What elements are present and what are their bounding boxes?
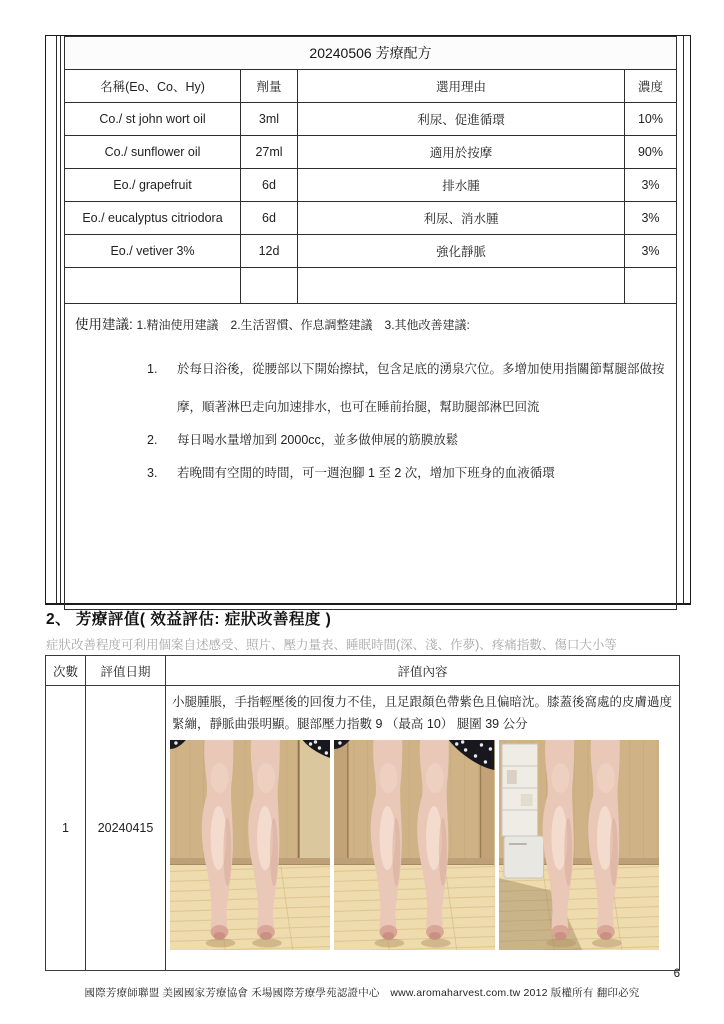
formula-header-row <box>65 70 677 103</box>
formula-row <box>65 202 677 235</box>
formula-cell: 強化靜脈 <box>298 235 625 268</box>
col-header-date: 評值日期 <box>86 656 166 686</box>
formula-table-title: 20240506 芳療配方 <box>65 37 677 70</box>
formula-cell: Co./ sunflower oil <box>65 136 241 169</box>
frame-left-line-1 <box>56 36 57 603</box>
photo-calves-back-left-angle <box>170 740 330 950</box>
formula-cell: 10% <box>625 103 677 136</box>
formula-cell: 利尿、消水腫 <box>298 202 625 235</box>
formula-cell: Eo./ eucalyptus citriodora <box>65 202 241 235</box>
usage-label: 使用建議: <box>75 317 137 332</box>
evaluation-section-subheading: 症狀改善程度可利用個案自述感受、照片、壓力量表、睡眠時間(深、淺、作夢)、疼痛指數、傷口大小等 <box>46 638 617 652</box>
col-header-name: 名稱(Eo、Co、Hy) <box>65 70 241 103</box>
usage-row <box>65 304 677 610</box>
usage-item <box>75 454 666 492</box>
usage-item-number: 3. <box>147 466 158 480</box>
usage-cell <box>65 304 677 610</box>
formula-cell <box>65 268 241 304</box>
usage-list <box>75 350 666 492</box>
formula-row <box>65 235 677 268</box>
formula-cell: 27ml <box>241 136 298 169</box>
formula-cell <box>241 268 298 304</box>
col-header-concentration: 濃度 <box>625 70 677 103</box>
formula-empty-row <box>65 268 677 304</box>
usage-intro: 1.精油使用建議 2.生活習慣、作息調整建議 3.其他改善建議: <box>136 318 470 332</box>
formula-row <box>65 103 677 136</box>
evaluation-count: 1 <box>46 686 86 971</box>
evaluation-content-cell <box>166 686 680 971</box>
formula-table <box>64 36 677 610</box>
usage-item-text: 若晚間有空閒的時間，可一週泡腳 1 至 2 次，增加下班身的血液循環 <box>177 466 555 480</box>
col-header-reason: 選用理由 <box>298 70 625 103</box>
formula-outer-frame <box>45 35 691 605</box>
col-header-dose: 劑量 <box>241 70 298 103</box>
formula-row <box>65 136 677 169</box>
formula-row <box>65 169 677 202</box>
formula-cell <box>625 268 677 304</box>
formula-title-row <box>65 37 677 70</box>
photo-calves-back-center <box>334 740 494 950</box>
formula-cell: 適用於按摩 <box>298 136 625 169</box>
evaluation-table <box>45 655 680 971</box>
usage-item <box>75 350 666 426</box>
page-number: 6 <box>673 968 680 980</box>
usage-item-text: 每日喝水量增加到 2000cc，並多做伸展的筋膜放鬆 <box>177 433 459 447</box>
evaluation-header-row <box>46 656 680 686</box>
formula-cell: 3% <box>625 169 677 202</box>
footer-text: 國際芳療師聯盟 美國國家芳療協會 禾場國際芳療學苑認證中心 www.aromaharvest.com.tw 2012 版權所有 翻印必究 <box>84 987 640 999</box>
col-header-count: 次數 <box>46 656 86 686</box>
formula-cell: 90% <box>625 136 677 169</box>
formula-cell: 6d <box>241 202 298 235</box>
formula-cell: 6d <box>241 169 298 202</box>
evaluation-content-text: 小腿腫脹，手指輕壓後的回復力不佳，且足跟顏色帶紫色且偏暗沈。膝蓋後窩處的皮膚過度緊繃，靜脈曲張明顯。腿部壓力指數 9 （最高 10） 腿圍 39 公分 <box>172 695 673 731</box>
usage-item-number: 2. <box>147 433 158 447</box>
formula-cell: 利尿、促進循環 <box>298 103 625 136</box>
frame-left-line-2 <box>60 36 61 603</box>
formula-cell: Eo./ vetiver 3% <box>65 235 241 268</box>
col-header-content: 評值內容 <box>166 656 680 686</box>
formula-cell: 排水腫 <box>298 169 625 202</box>
usage-item-text: 於每日浴後，從腰部以下開始擦拭，包含足底的湧泉穴位。多增加使用指關節幫腿部做按摩，順著淋巴走向加速排水，也可在睡前抬腿，幫助腿部淋巴回流 <box>177 362 665 414</box>
frame-right-line <box>683 36 684 603</box>
usage-heading <box>75 316 666 334</box>
formula-cell <box>298 268 625 304</box>
formula-cell: 12d <box>241 235 298 268</box>
evaluation-section-heading: 2、 芳療評值( 效益評估: 症狀改善程度 ) <box>46 611 332 628</box>
evaluation-date: 20240415 <box>86 686 166 971</box>
photo-calves-back-right-angle <box>499 740 659 950</box>
usage-item-number: 1. <box>147 362 158 376</box>
formula-cell: 3ml <box>241 103 298 136</box>
formula-cell: Eo./ grapefruit <box>65 169 241 202</box>
photo-strip <box>170 740 659 950</box>
evaluation-row <box>46 686 680 971</box>
formula-cell: Co./ st john wort oil <box>65 103 241 136</box>
formula-cell: 3% <box>625 235 677 268</box>
formula-cell: 3% <box>625 202 677 235</box>
